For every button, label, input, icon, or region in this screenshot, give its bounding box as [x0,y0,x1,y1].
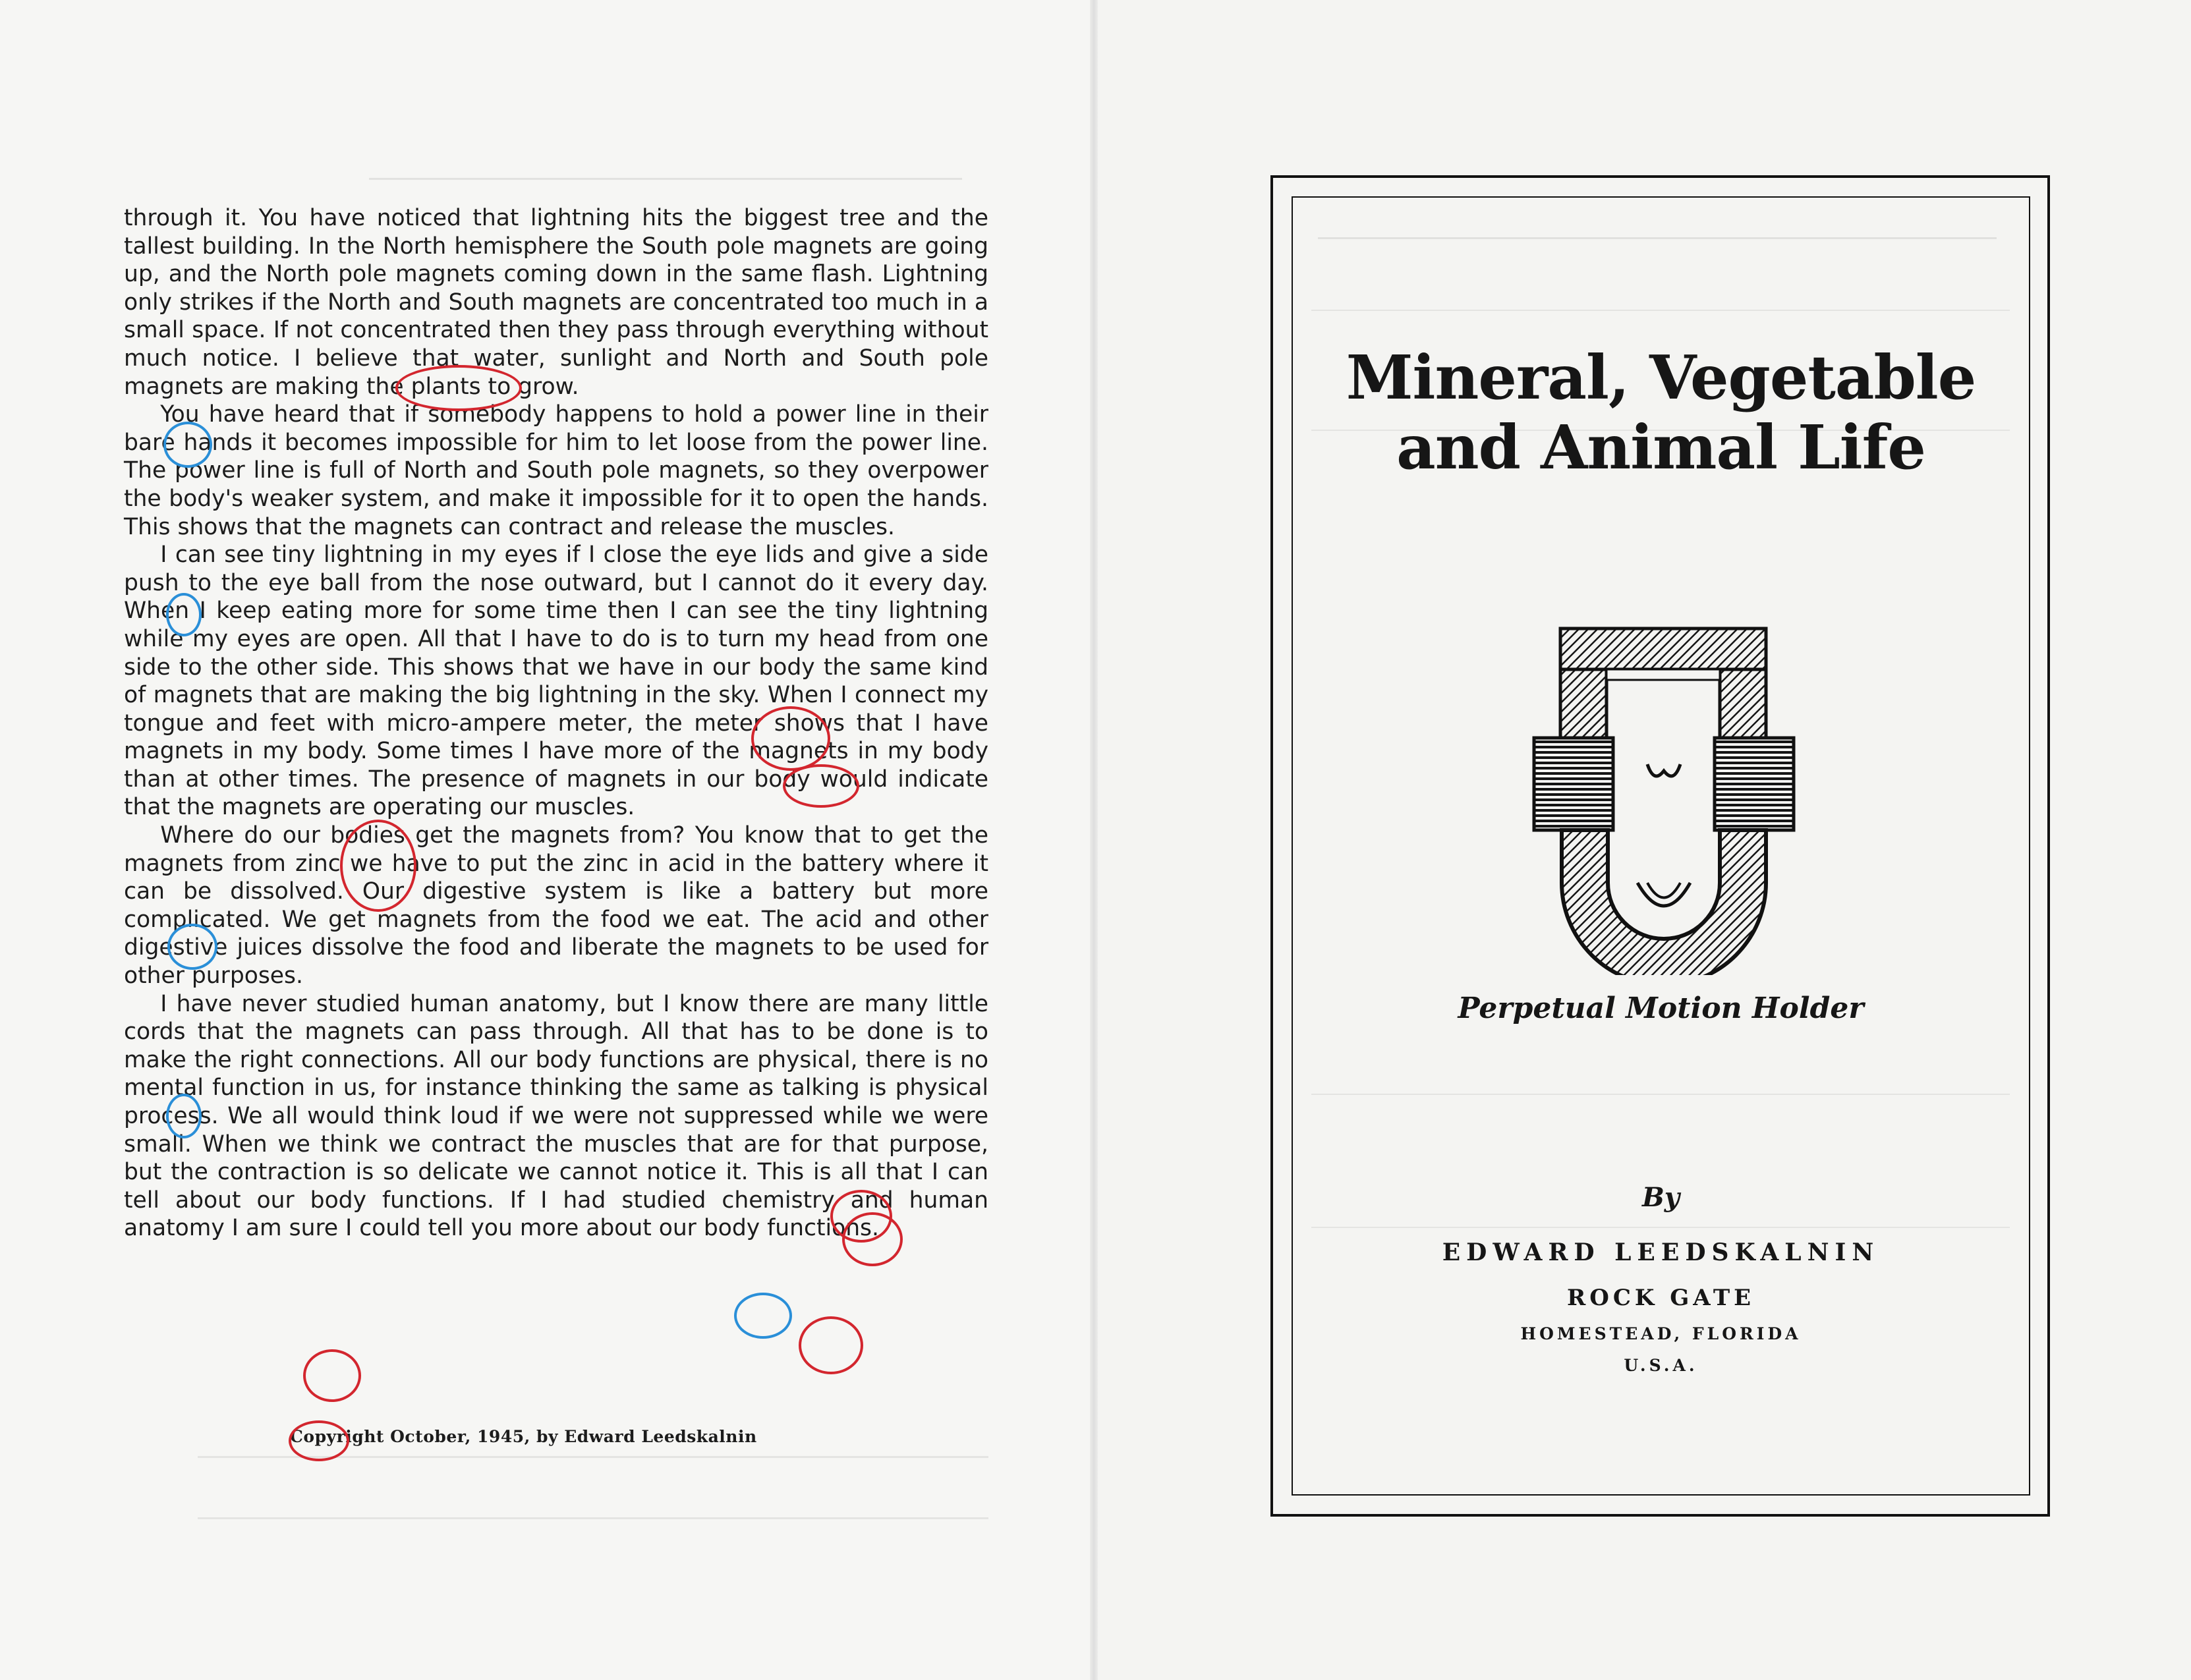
perpetual-motion-holder-illustration [1522,619,1806,975]
show-through-lines [198,1456,988,1519]
page-fold [1090,0,1098,1680]
cover-title-line-2: and Animal Life [1396,412,1925,483]
cover-by: By [1641,1182,1680,1213]
cover-author: EDWARD LEEDSKALNIN [1442,1239,1880,1266]
cover-rock-gate: ROCK GATE [1566,1285,1755,1311]
paragraph-1: through it. You have noticed that lightning hits the biggest tree and the tallest building. In the North hemisphere the South pole magnets are going up, and the North pole magnets coming down in the same flash. Lightning only strikes if the North and South magnets are concentrated too much in a small space. If not concentrated then they pass through everything without much notice. I believe that water, sunlight and North and South pole magnets are making the plants to grow. [124,205,988,400]
cover-place: HOMESTEAD, FLORIDA [1520,1324,1802,1343]
cover-title-line-1: Mineral, Vegetable [1346,342,1976,413]
wire-coils [1534,738,1794,830]
paragraph-3: I can see tiny lightning in my eyes if I close the eye lids and give a side push to the eye ball from the nose outward, but I cannot do it every day. When I keep eating more for some time then I can see the tiny lightning while my eyes are open. All that I have to do is to turn my head from one side to the other side. This shows that we have in our body the same kind of magnets that are making the big lightning in the sky. When I connect my tongue and feet with micro-ampere meter, the meter shows that I have magnets in my body. Some times I have more of the magnets in my body than at other times. The presence of magnets in our body would indicate that the magnets are operating our muscles. [124,542,988,821]
body-text [124,204,988,1243]
paragraph-4: Where do our bodies get the magnets from? You know that to get the magnets from zinc we have to put the zinc in acid in the battery where it can be dissolved. Our digestive system is like a battery but more complicated. We get magnets from the food we eat. The acid and other digestive juices dissolve the food and liberate the magnets to be used for other purposes. [124,822,988,990]
paragraph-5: I have never studied human anatomy, but I know there are many little cords that the magnets can pass through. All that has to be done is to make the right connections. All our body functions are physical, there is no mental function in us, for instance thinking the same as talking is physical process. We all would think loud if we were not suppressed while we were small. When we think we contract the muscles that are for that purpose, but the contraction is so delicate we cannot notice it. This is all that I can tell about our body functions. If I had studied chemistry and human anatomy I am sure I could tell you more about our body functions. [124,990,988,1242]
cover-subtitle: Perpetual Motion Holder [1458,992,1864,1025]
paragraph-2: You have heard that if somebody happens to hold a power line in their bare hands it becomes impossible for him to let loose from the power line. The power line is full of North and South pole magnets, so they overpower the body's weaker system, and make it impossible for it to open the hands. This shows that the magnets can contract and release the muscles. [124,401,988,540]
show-through-line [369,178,962,194]
cover-title [1292,343,2030,482]
copyright-line: Copyright October, 1945, by Edward Leedskalnin [290,1427,757,1446]
cover-country: U.S.A. [1624,1356,1698,1375]
